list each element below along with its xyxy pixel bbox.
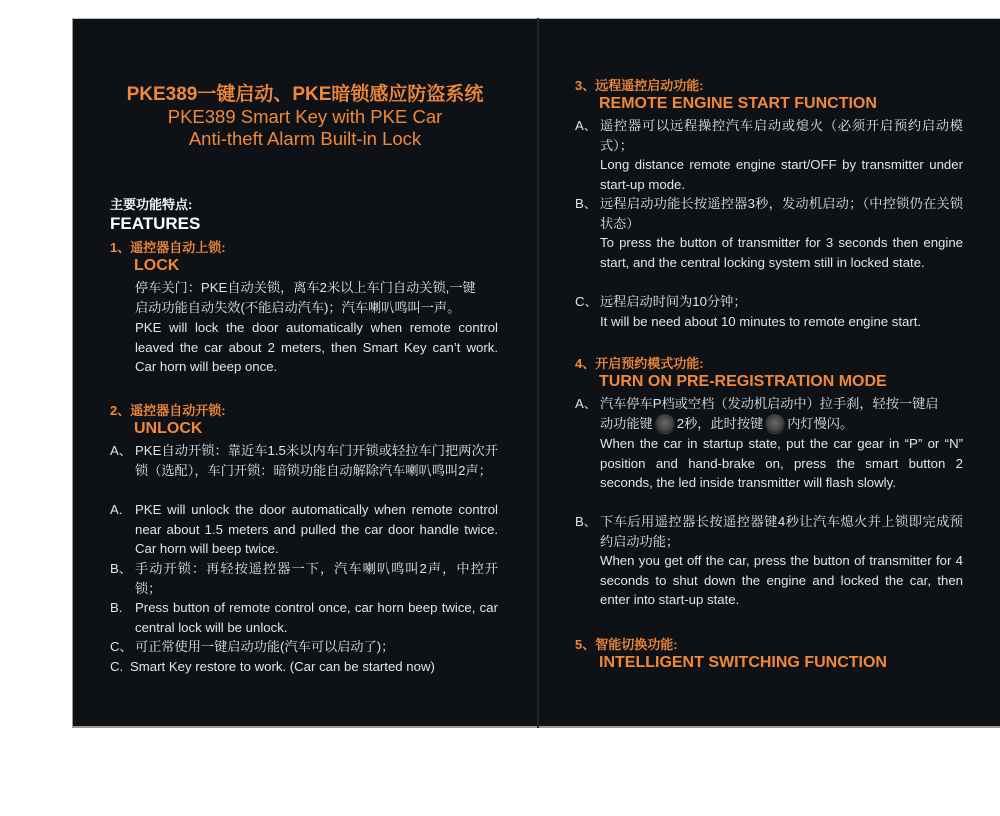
lock-text-en: PKE will lock the door automatically when remote control leaved the car about 2 meters, then Smart Key can’t work. Car horn will beep once. [135, 320, 498, 375]
item-marker: C. [110, 659, 124, 674]
item-text-cn: 下车后用遥控器长按遥控器键4秒让汽车熄火并上锁即完成预约启动功能； [600, 514, 963, 549]
item-text: 手动开锁：再轻按遥控器一下，汽车喇叭鸣叫2声，中控开锁； [135, 561, 498, 596]
item-marker: B、 [575, 514, 597, 529]
item-marker: A、 [575, 118, 597, 133]
item-marker: A、 [575, 396, 597, 411]
pre-registration-heading-cn: 4、开启预约模式功能: [575, 356, 704, 371]
item-text-cn: 远程启动时间为10分钟； [600, 294, 747, 309]
lock-text-cn-line2: 启动功能自动失效(不能启动汽车)；汽车喇叭鸣叫一声。 [135, 300, 461, 315]
item-text-en: It will be need about 10 minutes to remote engine start. [600, 314, 922, 329]
text-part: 2秒，此时按键 [676, 416, 764, 431]
item-marker: C、 [110, 639, 133, 654]
item-text-cn-line1: 汽车停车P档或空档（发动机启动中）拉手刹，轻按一键启 [600, 396, 939, 411]
pre-registration-heading-en: TURN ON PRE-REGISTRATION MODE [599, 373, 887, 390]
text-part: 动功能键 [600, 416, 653, 431]
item-marker: B、 [575, 196, 597, 211]
item-marker: B、 [110, 561, 132, 576]
item-text-cn-line2 [600, 414, 963, 435]
title-chinese: PKE389一键启动、PKE暗锁感应防盗系统 [126, 84, 484, 105]
item-text: PKE自动开锁：靠近车1.5米以内车门开锁或轻拉车门把两次开锁（选配），车门开锁：暗锁功能自动解除汽车喇叭鸣叫2声； [135, 443, 498, 478]
item-text-cn: 遥控器可以远程操控汽车启动或熄火（必须开启预约启动模式）； [600, 118, 963, 153]
title-english-line2: Anti-theft Alarm Built-in Lock [188, 128, 422, 149]
item-text-en: When the car in startup state, put the car gear in “P” or “N” position and hand-brake on, press the smart button 2 seconds, the led inside transmitter will flash slowly. [600, 436, 963, 491]
unlock-heading-en: UNLOCK [134, 420, 203, 437]
smart-button-icon [655, 414, 675, 434]
item-text-cn: 远程启动功能长按遥控器3秒，发动机启动；（中控锁仍在关锁状态） [600, 196, 963, 231]
intelligent-heading-en: INTELLIGENT SWITCHING FUNCTION [599, 654, 887, 671]
item-text: PKE will unlock the door automatically when remote control near about 1.5 meters and pulled the car door handle twice. Car horn will beep twice. [135, 502, 498, 557]
lock-heading-cn: 1、遥控器自动上锁: [110, 240, 226, 255]
remote-start-heading-en: REMOTE ENGINE START FUNCTION [599, 95, 877, 112]
lock-heading-en: LOCK [134, 257, 180, 274]
intelligent-heading-cn: 5、智能切换功能: [575, 637, 678, 652]
unlock-heading-cn: 2、遥控器自动开锁: [110, 403, 226, 418]
lock-text-cn-line1: 停车关门：PKE自动关锁，离车2米以上车门自动关锁,一键 [135, 280, 476, 295]
remote-start-heading-cn: 3、远程遥控启动功能: [575, 78, 704, 93]
item-text: Smart Key restore to work. (Car can be started now) [130, 659, 435, 674]
features-heading-cn: 主要功能特点: [110, 197, 193, 212]
item-text-en: When you get off the car, press the button of transmitter for 4 seconds to shut down the engine and locked the car, then enter into start-up state. [600, 553, 963, 608]
item-text: 可正常使用一键启动功能(汽车可以启动了)； [135, 639, 395, 654]
features-heading-en: FEATURES [110, 214, 201, 233]
item-marker: A. [110, 502, 123, 517]
item-text-en: To press the button of transmitter for 3 seconds then engine start, and the central locking system still in locked state. [600, 235, 963, 270]
item-marker: C、 [575, 294, 598, 309]
item-marker: A、 [110, 443, 132, 458]
item-text-en: Long distance remote engine start/OFF by transmitter under start-up mode. [600, 157, 963, 192]
item-text: Press button of remote control once, car horn beep twice, car central lock will be unlock. [135, 600, 498, 635]
item-marker: B. [110, 600, 123, 615]
title-english-line1: PKE389 Smart Key with PKE Car [167, 106, 443, 127]
smart-button-icon [765, 414, 785, 434]
text-part: 内灯慢闪。 [787, 416, 854, 431]
